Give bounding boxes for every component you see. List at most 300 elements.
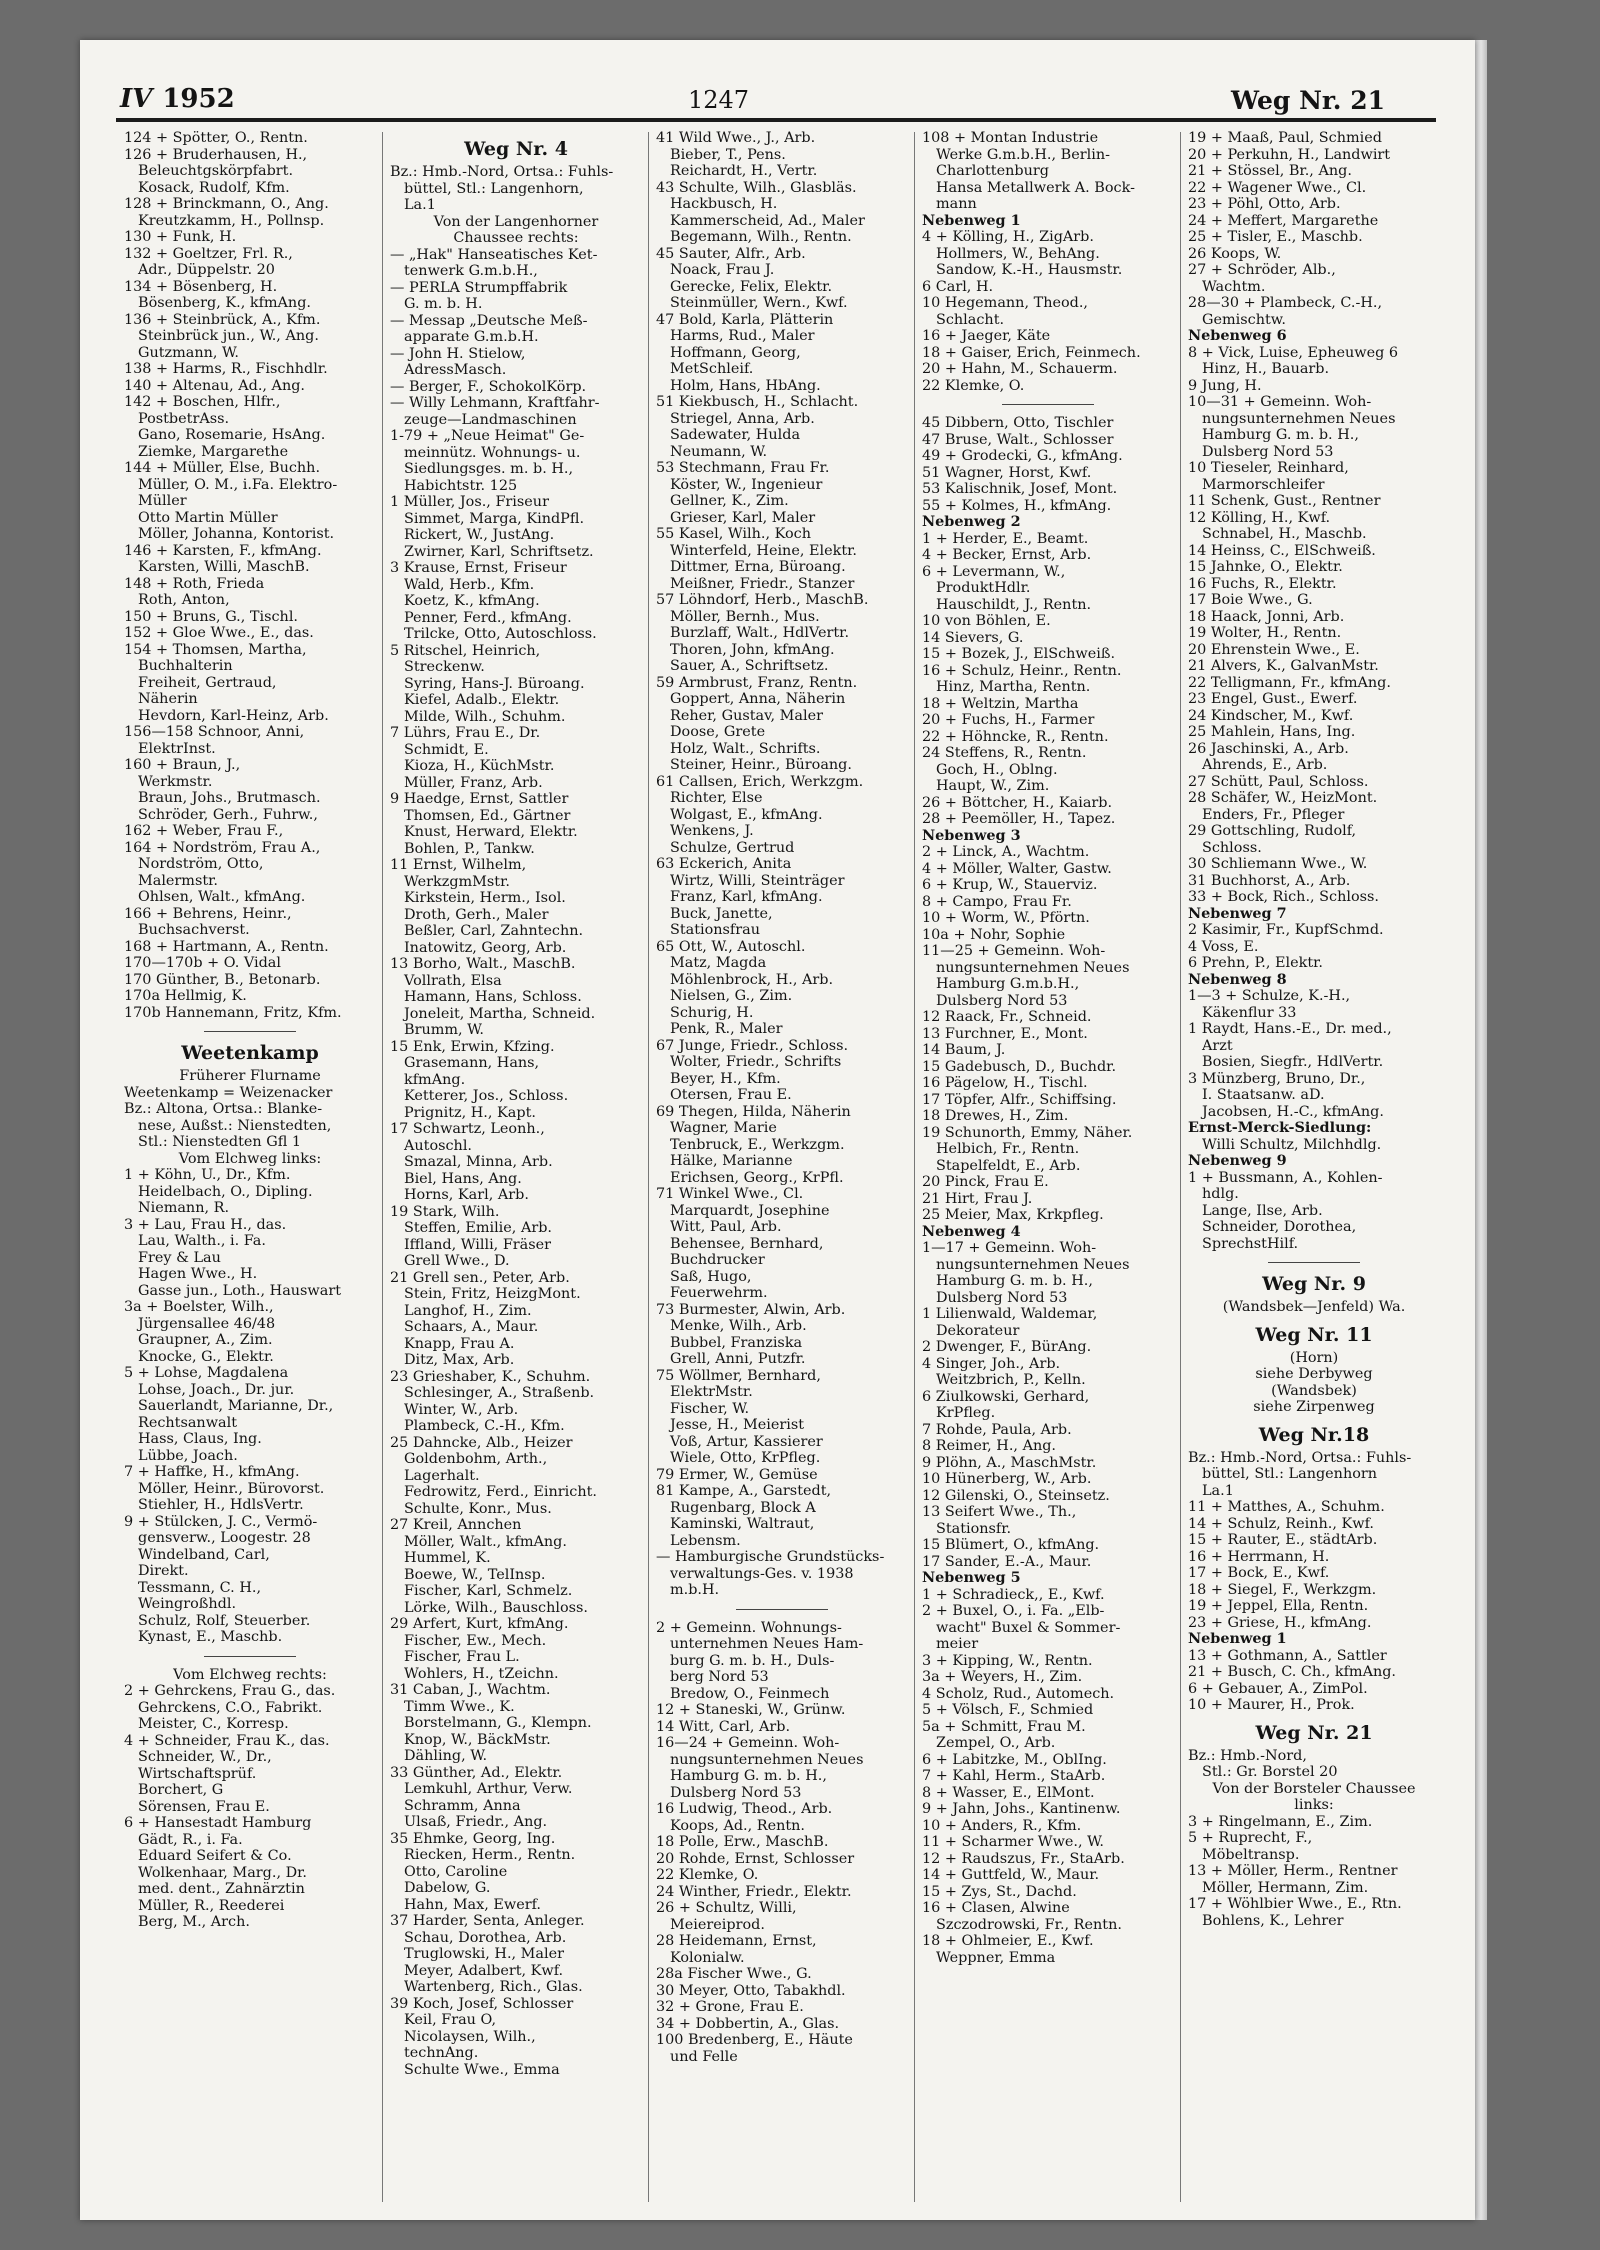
directory-entry: 134 + Bösenberg, H.	[124, 278, 278, 295]
directory-entry: 10 Tieseler, Reinhard,	[1188, 460, 1349, 476]
resident-line: Fischer, W.	[670, 1400, 750, 1417]
resident-line: technAng.	[404, 2045, 479, 2061]
resident-line: Schneider, Dorothea,	[1202, 1219, 1357, 1235]
resident-line: Buchdrucker	[670, 1252, 765, 1268]
street-heading: Weg Nr.18	[1258, 1423, 1370, 1446]
street-heading: Weg Nr. 4	[464, 138, 568, 160]
resident-line: Knapp, Frau A.	[404, 1335, 515, 1352]
subsection-heading: Nebenweg 9	[1188, 1153, 1287, 1169]
resident-line: Ziemke, Margarethe	[138, 443, 289, 460]
directory-entry: 18 Haack, Jonni, Arb.	[1188, 608, 1345, 625]
directory-entry: 51 Kiekbusch, H., Schlacht.	[656, 394, 859, 410]
directory-entry: 16 Pägelow, H., Tischl.	[922, 1075, 1088, 1091]
directory-entry: 140 + Altenau, Ad., Ang.	[124, 377, 306, 394]
directory-entry: Bz.: Altona, Ortsa.: Blanke-	[124, 1101, 323, 1117]
resident-line: Dähling, W.	[404, 1748, 488, 1764]
resident-line: Bredow, O., Feinmech	[670, 1685, 830, 1702]
directory-entry: 7 Lührs, Frau E., Dr.	[390, 725, 541, 741]
directory-entry: — John H. Stielow,	[390, 345, 526, 362]
resident-line: Boewe, W., TelInsp.	[404, 1566, 546, 1583]
directory-entry: 14 Heinss, C., ElSchweiß.	[1188, 542, 1376, 559]
directory-entry: 33 Günther, Ad., Elektr.	[390, 1764, 563, 1781]
resident-line: Bösenberg, K., kfmAng.	[138, 295, 311, 311]
resident-line: Möller, Heinr., Bürovorst.	[138, 1480, 325, 1497]
directory-entry: 20 + Perkuhn, H., Landwirt	[1188, 146, 1391, 163]
resident-line: Reichardt, H., Vertr.	[670, 163, 818, 179]
directory-entry: 138 + Harms, R., Fischhdlr.	[124, 361, 328, 377]
resident-line: Willi Schultz, Milchhdlg.	[1202, 1136, 1382, 1153]
directory-entry: 20 + Fuchs, H., Farmer	[922, 712, 1095, 728]
directory-entry: 55 Kasel, Wilh., Koch	[656, 526, 811, 542]
resident-line: Hinz, Martha, Rentn.	[936, 679, 1091, 695]
directory-entry: 61 Callsen, Erich, Werkzgm.	[656, 773, 864, 790]
page-edge	[1475, 40, 1487, 2220]
resident-line: Schneider, W., Dr.,	[138, 1749, 272, 1765]
directory-entry: 26 Koops, W.	[1188, 245, 1282, 262]
resident-line: Meiereiprod.	[670, 1916, 765, 1933]
directory-entry: 35 Ehmke, Georg, Ing.	[390, 1830, 556, 1847]
resident-line: Charlottenburg	[936, 163, 1049, 179]
resident-line: Saß, Hugo,	[670, 1268, 752, 1285]
directory-entry: 32 + Grone, Frau E.	[656, 1999, 804, 2015]
resident-line: Ohlsen, Walt., kfmAng.	[138, 889, 306, 905]
resident-line: Buchsachverst.	[138, 922, 250, 938]
resident-line: Wenkens, J.	[670, 823, 754, 839]
resident-line: Möller, Hermann, Zim.	[1202, 1879, 1369, 1896]
resident-line: Hoffmann, Georg,	[670, 344, 801, 361]
resident-line: büttel, Stl.: Langenhorn,	[404, 180, 584, 197]
directory-entry: 168 + Hartmann, A., Rentn.	[124, 938, 329, 955]
resident-line: Noack, Frau J.	[670, 262, 775, 278]
directory-entry: 5 + Ruprecht, F.,	[1188, 1830, 1313, 1846]
directory-entry: 1 Raydt, Hans.-E., Dr. med.,	[1188, 1021, 1392, 1037]
resident-line: Sandow, K.-H., Hausmstr.	[936, 262, 1123, 278]
directory-entry: 1-79 + „Neue Heimat" Ge-	[390, 428, 585, 444]
directory-entry: 23 Grieshaber, K., Schuhm.	[390, 1368, 591, 1385]
directory-entry: 6 + Gebauer, A., ZimPol.	[1188, 1680, 1368, 1697]
resident-line: Hahn, Max, Ewerf.	[404, 1896, 541, 1913]
street-note: siehe Zirpenweg	[1253, 1399, 1375, 1415]
resident-line: Wagner, Marie	[670, 1120, 777, 1136]
resident-line: hdlg.	[1202, 1186, 1239, 1202]
directory-entry: 57 Löhndorf, Herb., MaschB.	[656, 592, 869, 608]
directory-entry: 3 + Lau, Frau H., das.	[124, 1216, 287, 1233]
resident-line: Feuerwehrm.	[670, 1285, 768, 1301]
resident-line: Schau, Dorothea, Arb.	[404, 1929, 567, 1946]
directory-entry: 75 Wöllmer, Bernhard,	[656, 1367, 821, 1384]
directory-entry: 12 Kölling, H., Kwf.	[1188, 509, 1331, 526]
directory-entry: 1 Müller, Jos., Friseur	[390, 494, 549, 510]
section-separator	[204, 1656, 296, 1657]
resident-line: Jürgensallee 46/48	[138, 1315, 276, 1332]
resident-line: Neumann, W.	[670, 443, 768, 460]
subsection-heading: Nebenweg 8	[1188, 971, 1287, 988]
resident-line: Hinz, H., Bauarb.	[1202, 361, 1330, 377]
resident-line: Hamburg G.m.b.H.,	[936, 976, 1080, 992]
directory-entry: 17 Sander, E.-A., Maur.	[922, 1553, 1092, 1570]
resident-line: Hansa Metallwerk A. Bock-	[936, 179, 1135, 196]
directory-entry: 20 Pinck, Frau E.	[922, 1174, 1049, 1190]
directory-entry: 9 Jung, H.	[1188, 377, 1262, 394]
directory-entry: 8 + Campo, Frau Fr.	[922, 893, 1072, 910]
resident-line: meier	[936, 1636, 979, 1652]
resident-line: Freiheit, Gertraud,	[138, 674, 277, 691]
subsection-heading: Nebenweg 1	[1188, 1631, 1287, 1647]
directory-entry: 1 + Herder, E., Beamt.	[922, 530, 1089, 547]
resident-line: Dulsberg Nord 53	[670, 1784, 802, 1801]
street-note: Von der Borsteler Chaussee	[1212, 1780, 1416, 1797]
resident-line: Burzlaff, Walt., HdlVertr.	[670, 625, 850, 641]
resident-line: AdressMasch.	[404, 362, 507, 378]
directory-entry: 31 Buchhorst, A., Arb.	[1188, 872, 1351, 889]
directory-entry: 49 + Grodecki, G., kfmAng.	[922, 448, 1123, 464]
resident-line: Hackbusch, H.	[670, 196, 778, 212]
directory-entry: 18 + Weltzin, Martha	[922, 695, 1079, 712]
resident-line: Witt, Paul, Arb.	[670, 1219, 782, 1235]
directory-entry: 25 Meier, Max, Krkpfleg.	[922, 1207, 1104, 1223]
directory-entry: 41 Wild Wwe., J., Arb.	[656, 130, 816, 146]
resident-line: Schloss.	[1202, 839, 1262, 856]
directory-entry: 9 + Jahn, Johs., Kantinenw.	[922, 1801, 1121, 1817]
directory-entry: 2 Dwenger, F., BürAng.	[922, 1339, 1092, 1355]
street-note: (Wandsbek—Jenfeld) Wa.	[1222, 1299, 1406, 1315]
resident-line: Schulte Wwe., Emma	[404, 2061, 560, 2078]
directory-entry: 27 Kreil, Annchen	[390, 1517, 522, 1533]
directory-entry: 34 + Dobbertin, A., Glas.	[656, 2015, 840, 2032]
directory-entry: 24 + Meffert, Margarethe	[1188, 212, 1379, 229]
resident-line: Simmet, Marga, KindPfl.	[404, 510, 585, 527]
resident-line: Wohlers, H., tZeichn.	[404, 1665, 559, 1682]
directory-entry: 15 + Zys, St., Dachd.	[922, 1883, 1077, 1900]
resident-line: Windelband, Carl,	[138, 1546, 270, 1563]
resident-line: Striegel, Anna, Arb.	[670, 410, 815, 427]
resident-line: Arzt	[1202, 1037, 1233, 1054]
column-divider	[914, 132, 915, 2202]
directory-entry: 3 + Ringelmann, E., Zim.	[1188, 1813, 1373, 1830]
directory-entry: 170 Günther, B., Betonarb.	[124, 971, 321, 988]
directory-entry: 23 Engel, Gust., Ewerf.	[1188, 691, 1358, 707]
directory-entry: 10 Hegemann, Theod.,	[922, 295, 1088, 311]
resident-line: büttel, Stl.: Langenhorn	[1202, 1466, 1378, 1482]
resident-line: Habichtstr. 125	[404, 477, 518, 494]
resident-line: Nielsen, G., Zim.	[670, 988, 793, 1004]
resident-line: Marmorschleifer	[1202, 476, 1325, 493]
directory-entry: 39 Koch, Josef, Schlosser	[390, 1995, 574, 2012]
directory-entry: 160 + Braun, J.,	[124, 757, 241, 773]
resident-line: Koops, Ad., Rentn.	[670, 1817, 806, 1834]
resident-line: Sauer, A., Schriftsetz.	[670, 658, 829, 674]
resident-line: Knust, Herward, Elektr.	[404, 824, 578, 840]
resident-line: Möller, Johanna, Kontorist.	[138, 526, 335, 542]
header-rule	[116, 118, 1436, 122]
directory-entry: 79 Ermer, W., Gemüse	[656, 1466, 818, 1483]
resident-line: zeuge—Landmaschinen	[404, 411, 577, 428]
street-note: Von der Langenhorner	[433, 213, 599, 230]
resident-line: Kioza, H., KüchMstr.	[404, 758, 555, 774]
resident-line: Meyer, Adalbert, Kwf.	[404, 1962, 564, 1979]
resident-line: Steinmüller, Wern., Kwf.	[670, 295, 848, 311]
resident-line: Fedrowitz, Ferd., Einricht.	[404, 1484, 597, 1500]
directory-entry: 18 Drewes, H., Zim.	[922, 1108, 1069, 1124]
directory-entry: 126 + Bruderhausen, H.,	[124, 146, 308, 163]
resident-line: Steiner, Heinr., Büroang.	[670, 757, 852, 773]
section-separator	[1002, 404, 1094, 405]
directory-entry: 28—30 + Plambeck, C.-H.,	[1188, 295, 1383, 311]
resident-line: Otersen, Frau E.	[670, 1087, 792, 1103]
directory-entry: 27 + Schröder, Alb.,	[1188, 262, 1336, 278]
resident-line: Zempel, O., Arb.	[936, 1735, 1056, 1751]
directory-entry: 43 Schulte, Wilh., Glasbläs.	[656, 179, 857, 196]
directory-entry: 25 Dahncke, Alb., Heizer	[390, 1434, 573, 1451]
resident-line: nungsunternehmen Neues	[936, 1256, 1130, 1273]
directory-entry: 37 Harder, Senta, Anleger.	[390, 1913, 585, 1929]
directory-entry: — Willy Lehmann, Kraftfahr-	[390, 395, 600, 411]
resident-line: Penner, Ferd., kfmAng.	[404, 609, 572, 626]
directory-entry: 19 Schunorth, Emmy, Näher.	[922, 1124, 1133, 1141]
section-separator	[204, 1031, 296, 1032]
resident-line: Schlacht.	[936, 311, 1005, 328]
resident-line: Kreutzkamm, H., Pollnsp.	[138, 212, 325, 229]
subsection-heading: Nebenweg 1	[922, 212, 1021, 229]
directory-entry: 71 Winkel Wwe., Cl.	[656, 1186, 804, 1202]
resident-line: Brumm, W.	[404, 1022, 485, 1038]
directory-entry: 1—3 + Schulze, K.-H.,	[1188, 988, 1351, 1004]
subsection-heading: Nebenweg 3	[922, 827, 1021, 844]
directory-entry: 124 + Spötter, O., Rentn.	[124, 130, 308, 146]
resident-line: Doose, Grete	[670, 724, 766, 740]
resident-line: Fischer, Karl, Schmelz.	[404, 1583, 573, 1599]
resident-line: Prignitz, H., Kapt.	[404, 1104, 536, 1121]
resident-line: burg G. m. b. H., Duls-	[670, 1652, 835, 1669]
resident-line: Weitzbrich, P., Kelln.	[936, 1372, 1086, 1388]
directory-entry: 16 + Schulz, Heinr., Rentn.	[922, 662, 1122, 679]
directory-entry: 150 + Bruns, G., Tischl.	[124, 608, 298, 625]
directory-entry: 132 + Goeltzer, Frl. R.,	[124, 245, 293, 262]
resident-line: Truglowski, H., Maler	[404, 1946, 564, 1962]
resident-line: Droth, Gerh., Maler	[404, 906, 549, 923]
street-note: Vom Elchweg rechts:	[173, 1666, 327, 1683]
directory-entry: 146 + Karsten, F., kfmAng.	[124, 542, 322, 559]
resident-line: Siedlungsges. m. b. H.,	[404, 461, 574, 477]
resident-line: Voß, Artur, Kassierer	[670, 1433, 823, 1450]
street-heading: Weg Nr. 9	[1262, 1273, 1366, 1295]
resident-line: Rechtsanwalt	[138, 1414, 237, 1431]
directory-entry: 16—24 + Gemeinn. Woh-	[656, 1735, 840, 1751]
directory-entry: 108 + Montan Industrie	[922, 130, 1099, 146]
directory-entry: 63 Eckerich, Anita	[656, 856, 792, 872]
resident-line: Frey & Lau	[138, 1249, 221, 1266]
resident-line: Marquardt, Josephine	[670, 1202, 830, 1219]
directory-entry: 16 + Jaeger, Käte	[922, 328, 1051, 344]
resident-line: Sadewater, Hulda	[670, 427, 801, 443]
directory-entry: 3 + Kipping, W., Rentn.	[922, 1652, 1093, 1669]
directory-entry: 8 Reimer, H., Ang.	[922, 1438, 1057, 1454]
directory-entry: 3 Münzberg, Bruno, Dr.,	[1188, 1070, 1366, 1087]
section-separator	[736, 1609, 828, 1610]
directory-entry: 17 Schwartz, Leonh.,	[390, 1121, 545, 1137]
resident-line: Möbeltransp.	[1202, 1846, 1300, 1863]
resident-line: Hamburg G. m. b. H.,	[936, 1273, 1093, 1289]
resident-line: Adr., Düppelstr. 20	[138, 262, 275, 278]
directory-entry: 1—17 + Gemeinn. Woh-	[922, 1240, 1097, 1256]
directory-entry: 170b Hannemann, Fritz, Kfm.	[124, 1004, 342, 1021]
resident-line: Möller, Walt., kfmAng.	[404, 1533, 567, 1550]
resident-line: KrPfleg.	[936, 1405, 996, 1421]
resident-line: Thomsen, Ed., Gärtner	[404, 807, 571, 824]
resident-line: Meißner, Friedr., Stanzer	[670, 575, 855, 592]
directory-entry: 9 Haedge, Ernst, Sattler	[390, 791, 569, 807]
directory-entry: 59 Armbrust, Franz, Rentn.	[656, 674, 858, 691]
directory-entry: 2 Kasimir, Fr., KupfSchmd.	[1188, 922, 1384, 938]
directory-entry: 7 Rohde, Paula, Arb.	[922, 1421, 1072, 1438]
directory-entry: 4 Scholz, Rud., Automech.	[922, 1685, 1115, 1702]
directory-entry: 4 + Schneider, Frau K., das.	[124, 1732, 330, 1749]
street-heading: Weetenkamp	[181, 1042, 319, 1064]
resident-line: Winterfeld, Heine, Elektr.	[670, 542, 857, 559]
directory-entry: 45 Dibbern, Otto, Tischler	[922, 415, 1114, 431]
subsection-heading: Nebenweg 4	[922, 1223, 1021, 1240]
directory-entry: Bz.: Hmb.-Nord, Ortsa.: Fuhls-	[390, 164, 614, 180]
directory-entry: 12 + Staneski, W., Grünw.	[656, 1702, 846, 1718]
resident-line: Kammerscheid, Ad., Maler	[670, 212, 865, 229]
directory-entry: 16 Fuchs, R., Elektr.	[1188, 575, 1337, 592]
resident-line: Harms, Rud., Maler	[670, 328, 815, 344]
directory-entry: 15 Gadebusch, D., Buchdr.	[922, 1058, 1117, 1075]
directory-entry: 19 Stark, Wilh.	[390, 1203, 500, 1220]
directory-entry: 15 + Rauter, E., städtArb.	[1188, 1532, 1378, 1548]
resident-line: Keil, Frau O,	[404, 2012, 497, 2028]
resident-line: Beßler, Carl, Zahntechn.	[404, 923, 584, 939]
resident-line: Jacobsen, H.-C., kfmAng.	[1202, 1103, 1384, 1120]
directory-entry: 6 + Hansestadt Hamburg	[124, 1815, 312, 1831]
directory-entry: 16 + Herrmann, H.	[1188, 1548, 1330, 1565]
resident-line: Iffland, Willi, Fräser	[404, 1236, 552, 1253]
directory-entry: 26 + Böttcher, H., Kaiarb.	[922, 794, 1113, 811]
resident-line: Helbich, Fr., Rentn.	[936, 1141, 1080, 1157]
directory-entry: — Hamburgische Grundstücks-	[656, 1549, 885, 1565]
directory-entry: 14 + Schulz, Reinh., Kwf.	[1188, 1515, 1374, 1532]
resident-line: Lübbe, Joach.	[138, 1447, 238, 1464]
resident-line: ElektrInst.	[138, 740, 216, 757]
directory-entry: 10a + Nohr, Sophie	[922, 926, 1066, 943]
directory-entry: 22 Klemke, O.	[656, 1867, 759, 1883]
resident-line: Dulsberg Nord 53	[936, 992, 1068, 1009]
resident-line: Holz, Walt., Schrifts.	[670, 740, 821, 757]
resident-line: Timm Wwe., K.	[404, 1698, 515, 1715]
resident-line: Knocke, G., Elektr.	[138, 1348, 274, 1365]
resident-line: Otto, Caroline	[404, 1863, 508, 1880]
directory-entry: 10 von Böhlen, E.	[922, 613, 1051, 629]
column-3	[656, 130, 908, 2205]
resident-line: WerkzgmMstr.	[404, 873, 510, 890]
resident-line: Meister, C., Korresp.	[138, 1716, 289, 1732]
resident-line: Wachtm.	[1202, 278, 1266, 295]
directory-entry: 47 Bold, Karla, Plätterin	[656, 311, 834, 328]
resident-line: Buck, Janette,	[670, 905, 773, 922]
resident-line: Borstelmann, G., Klempn.	[404, 1715, 592, 1731]
directory-entry: 4 + Möller, Walter, Gastw.	[922, 860, 1112, 877]
resident-line: Hamburg G. m. b. H.,	[670, 1768, 827, 1784]
directory-entry: 1 + Schradieck,, E., Kwf.	[922, 1586, 1105, 1603]
directory-entry: 13 + Möller, Herm., Rentner	[1188, 1863, 1398, 1879]
resident-line: Wolgast, E., kfmAng.	[670, 806, 823, 823]
resident-line: Stl.: Nienstedten Gfl 1	[138, 1134, 302, 1150]
resident-line: Borchert, G	[138, 1782, 224, 1798]
directory-entry: 15 Blümert, O., kfmAng.	[922, 1537, 1100, 1553]
directory-entry: 170—170b + O. Vidal	[124, 955, 281, 971]
resident-line: Autoschl.	[404, 1137, 472, 1154]
directory-entry: 6 Prehn, P., Elektr.	[1188, 955, 1323, 971]
street-note: siehe Derbyweg	[1255, 1366, 1373, 1382]
resident-line: Smazal, Minna, Arb.	[404, 1154, 553, 1170]
directory-entry: 156—158 Schnoor, Anni,	[124, 724, 305, 740]
resident-line: tenwerk G.m.b.H.,	[404, 263, 538, 279]
street-note: Chaussee rechts:	[453, 230, 579, 246]
resident-line: Direkt.	[138, 1563, 189, 1579]
directory-entry: 164 + Nordström, Frau A.,	[124, 839, 321, 856]
resident-line: Hamann, Hans, Schloss.	[404, 989, 582, 1005]
directory-entry: 22 + Höhncke, R., Rentn.	[922, 728, 1109, 745]
directory-entry: 21 Alvers, K., GalvanMstr.	[1188, 658, 1379, 674]
resident-line: Schaars, A., Maur.	[404, 1319, 539, 1335]
directory-entry: 12 Raack, Fr., Schneid.	[922, 1009, 1092, 1025]
resident-line: Sauerlandt, Marianne, Dr.,	[138, 1398, 334, 1414]
directory-entry: 25 + Tisler, E., Maschb.	[1188, 229, 1363, 245]
resident-line: meinnütz. Wohnungs- u.	[404, 444, 581, 461]
resident-line: ProduktHdlr.	[936, 580, 1031, 596]
resident-line: Gerecke, Felix, Elektr.	[670, 278, 833, 295]
directory-entry: 28 Schäfer, W., HeizMont.	[1188, 790, 1378, 806]
resident-line: Kynast, E., Maschb.	[138, 1629, 283, 1645]
resident-line: nese, Außst.: Nienstedten,	[138, 1117, 332, 1134]
resident-line: Eduard Seifert & Co.	[138, 1848, 292, 1864]
resident-line: Behensee, Bernhard,	[670, 1235, 824, 1252]
column-4	[922, 130, 1174, 2205]
directory-entry: 53 Stechmann, Frau Fr.	[656, 460, 830, 476]
directory-entry: 7 + Haffke, H., kfmAng.	[124, 1464, 300, 1480]
directory-entry: 11 + Scharmer Wwe., W.	[922, 1834, 1104, 1850]
resident-line: La.1	[1202, 1482, 1234, 1499]
resident-line: Lohse, Joach., Dr. jur.	[138, 1381, 295, 1398]
resident-line: Buchhalterin	[138, 658, 233, 674]
resident-line: Horns, Karl, Arb.	[404, 1187, 529, 1203]
resident-line: Steinbrück jun., W., Ang.	[138, 328, 319, 344]
subsection-heading: Nebenweg 6	[1188, 328, 1287, 344]
resident-line: Grell, Anni, Putzfr.	[670, 1351, 806, 1367]
resident-line: PostbetrAss.	[138, 410, 230, 427]
directory-page	[80, 40, 1475, 2220]
resident-line: Dittmer, Erna, Büroang.	[670, 559, 846, 575]
directory-entry: 7 + Kahl, Herm., StaArb.	[922, 1768, 1106, 1784]
directory-entry: 144 + Müller, Else, Buchh.	[124, 460, 321, 476]
directory-entry: 21 Grell sen., Peter, Arb.	[390, 1269, 570, 1286]
resident-line: Köster, W., Ingenieur	[670, 476, 823, 493]
resident-line: Ulsaß, Friedr., Ang.	[404, 1814, 548, 1830]
resident-line: Nordström, Otto,	[138, 856, 264, 872]
resident-line: Holm, Hans, HbAng.	[670, 377, 821, 394]
directory-entry: 15 Jahnke, O., Elektr.	[1188, 559, 1343, 575]
directory-entry: Weetenkamp = Weizenacker	[124, 1084, 333, 1101]
directory-entry: 18 + Siegel, F., Werkzgm.	[1188, 1581, 1377, 1598]
directory-entry: 13 Seifert Wwe., Th.,	[922, 1504, 1077, 1520]
directory-entry: 5 + Lohse, Magdalena	[124, 1365, 289, 1381]
directory-entry: 81 Kampe, A., Garstedt,	[656, 1483, 832, 1499]
resident-line: Lörke, Wilh., Bauschloss.	[404, 1599, 588, 1616]
resident-line: apparate G.m.b.H.	[404, 329, 539, 345]
year: 1952	[162, 84, 235, 114]
resident-line: Streckenw.	[404, 659, 485, 675]
resident-line: Kaminski, Waltraut,	[670, 1516, 815, 1532]
